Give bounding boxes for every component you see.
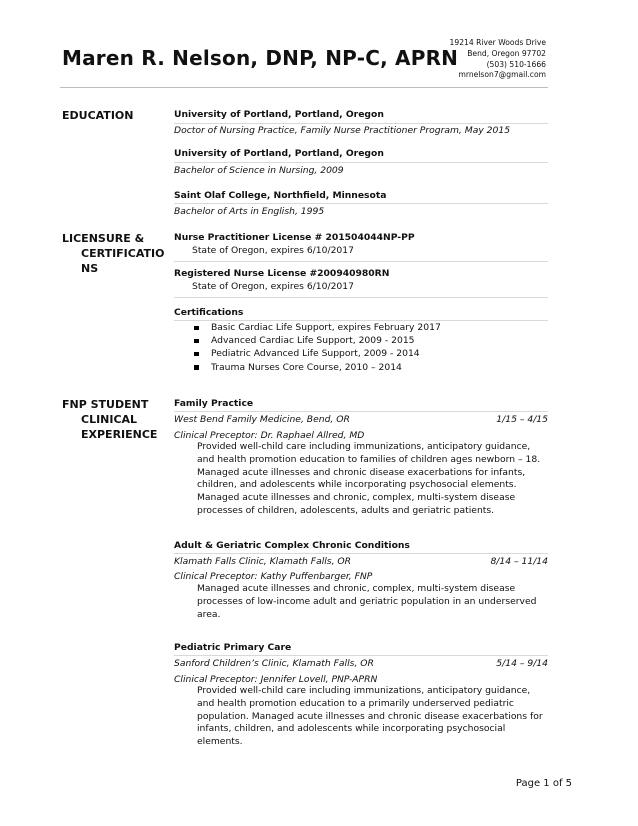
rotation-site-row-1 (174, 414, 548, 425)
license-divider-2 (174, 297, 548, 298)
rotation-site-row-3 (174, 658, 548, 669)
description-line: area. (197, 608, 221, 620)
certification-item: Pediatric Advanced Life Support, 2009 - 2014 (174, 347, 441, 360)
licensure-title-line-3: NS (81, 262, 99, 275)
clinical-title-line-1: FNP STUDENT (62, 398, 149, 411)
education-degree-3: Bachelor of Arts in English, 1995 (174, 206, 325, 217)
certifications-list (174, 321, 441, 374)
rotation-area-2: Adult & Geriatric Complex Chronic Conditions (174, 540, 410, 551)
description-line: elements. (197, 736, 243, 748)
license-divider-1 (174, 261, 548, 262)
resume-name: Maren R. Nelson, DNP, NP-C, APRN (62, 46, 459, 70)
description-line: Provided well-child care including immunizations, anticipatory guidance, (197, 685, 531, 696)
rotation-site-2: Klamath Falls Clinic, Klamath Falls, OR (174, 556, 352, 567)
rotation-divider-2 (174, 553, 548, 554)
phone-number: (503) 510-1666 (486, 59, 546, 69)
description-line: Managed acute illnesses and chronic, complex, multi-system disease (197, 492, 516, 504)
license-detail-2: State of Oregon, expires 6/10/2017 (192, 281, 354, 292)
rotation-preceptor-3: Clinical Preceptor: Jennifer Lovell, PNP-APRN (174, 674, 378, 685)
licensure-title-line-1: LICENSURE & (62, 232, 145, 245)
education-divider-1 (174, 123, 548, 124)
rotation-preceptor-2: Clinical Preceptor: Kathy Puffenbarger, FNP (174, 571, 373, 582)
rotation-site-3: Sanford Children’s Clinic, Klamath Falls, OR (174, 658, 374, 669)
clinical-title-line-2: CLINICAL (81, 413, 138, 426)
description-line: Provided well-child care including immunizations, anticipatory guidance, (197, 441, 531, 452)
clinical-title-line-3: EXPERIENCE (81, 428, 158, 441)
rotation-dates-1: 1/15 – 4/15 (496, 414, 548, 425)
description-line: population. Managed acute illnesses and chronic disease exacerbations for (197, 710, 543, 722)
rotation-divider-3 (174, 655, 548, 656)
description-line: and health promotion education to a primarily underserved pediatric (197, 697, 514, 709)
education-school-2: University of Portland, Portland, Oregon (174, 148, 384, 159)
description-line: and health promotion education to families of children ages newborn – 18. (197, 453, 541, 465)
education-school-1: University of Portland, Portland, Oregon (174, 109, 384, 120)
rotation-preceptor-1: Clinical Preceptor: Dr. Raphael Allred, MD (174, 430, 365, 441)
education-degree-1: Doctor of Nursing Practice, Family Nurse Practitioner Program, May 2015 (174, 125, 511, 136)
certification-item: Trauma Nurses Core Course, 2010 – 2014 (174, 361, 441, 374)
rotation-description-2 (197, 583, 552, 621)
description-line: processes of children, adolescents, adults and geriatric patients. (197, 504, 495, 516)
rotation-dates-3: 5/14 – 9/14 (496, 658, 548, 669)
header-divider (60, 87, 548, 88)
licensure-title-line-2: CERTIFICATIO (81, 247, 165, 260)
rotation-description-3 (197, 685, 552, 749)
education-divider-2 (174, 162, 548, 163)
rotation-site-row-2 (174, 556, 548, 567)
description-line: processes of low-income adult and geriatric population in an underserved (197, 595, 537, 607)
certification-item: Advanced Cardiac Life Support, 2009 - 2015 (174, 334, 441, 347)
section-title-licensure (62, 231, 164, 276)
description-line: Managed acute illnesses and chronic disease exacerbations for infants, (197, 466, 526, 478)
description-line: Managed acute illnesses and chronic, complex, multi-system disease (197, 583, 516, 594)
education-school-3: Saint Olaf College, Northfield, Minnesota (174, 190, 387, 201)
address-line-1: 19214 River Woods Drive (449, 38, 546, 47)
rotation-description-1 (197, 441, 552, 518)
description-line: children, and adolescents while incorporating psychosocial elements. (197, 479, 517, 491)
certifications-label: Certifications (174, 307, 244, 318)
section-title-clinical (62, 397, 157, 442)
section-title-education: EDUCATION (62, 109, 134, 122)
description-line: infants, children, and adolescents while incorporating psychosocial (197, 723, 506, 735)
rotation-area-1: Family Practice (174, 398, 254, 409)
license-detail-1: State of Oregon, expires 6/10/2017 (192, 245, 354, 256)
rotation-divider-1 (174, 411, 548, 412)
certification-item: Basic Cardiac Life Support, expires February 2017 (174, 321, 441, 334)
address-line-2: Bend, Oregon 97702 (467, 48, 546, 58)
page-number: Page 1 of 5 (515, 778, 572, 789)
contact-block (450, 38, 546, 81)
rotation-area-3: Pediatric Primary Care (174, 642, 292, 653)
rotation-site-1: West Bend Family Medicine, Bend, OR (174, 414, 350, 425)
education-degree-2: Bachelor of Science in Nursing, 2009 (174, 165, 344, 176)
education-divider-3 (174, 203, 548, 204)
rotation-dates-2: 8/14 – 11/14 (490, 556, 548, 567)
email-address: mrnelson7@gmail.com (458, 70, 546, 80)
license-name-1: Nurse Practitioner License # 201504044NP-PP (174, 232, 415, 243)
license-name-2: Registered Nurse License #200940980RN (174, 268, 390, 279)
